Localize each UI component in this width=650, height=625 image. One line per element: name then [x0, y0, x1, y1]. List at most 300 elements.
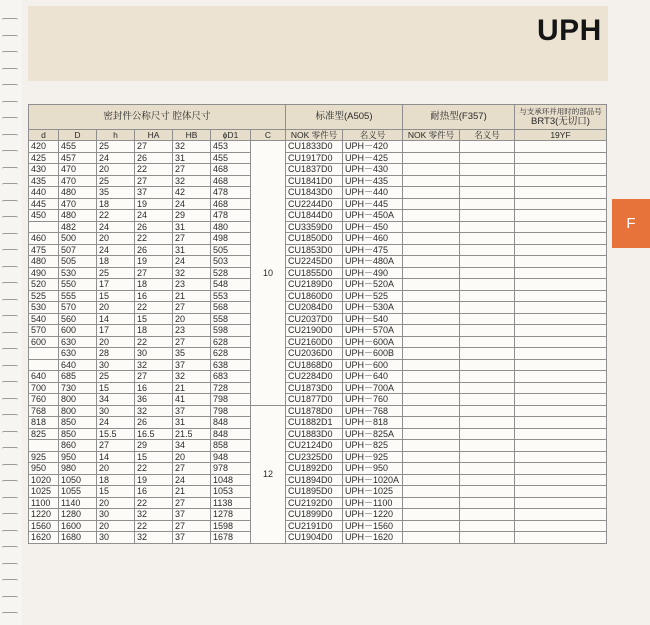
cell-nominal-heat	[460, 302, 515, 314]
cell-nominal: UPH－490	[343, 267, 403, 279]
table-row	[29, 302, 607, 314]
cell-nominal: UPH－950	[343, 463, 403, 475]
table-row	[29, 244, 607, 256]
cell-phiD1: 478	[211, 210, 251, 222]
cell-nominal: UPH－520A	[343, 279, 403, 291]
table-row	[29, 290, 607, 302]
cell-HB: 23	[173, 279, 211, 291]
cell-nominal-heat	[460, 359, 515, 371]
cell-nok-part: CU1895D0	[286, 486, 343, 498]
cell-nok-heat	[403, 451, 460, 463]
binder-ring	[2, 381, 18, 385]
binder-ring	[2, 546, 18, 550]
cell-brt	[515, 198, 607, 210]
cell-nominal-heat	[460, 532, 515, 544]
cell-phiD1: 498	[211, 233, 251, 245]
cell-nok-heat	[403, 359, 460, 371]
cell-brt	[515, 187, 607, 199]
cell-nok-heat	[403, 348, 460, 360]
cell-D: 685	[59, 371, 97, 383]
cell-HA: 22	[135, 336, 173, 348]
cell-HB: 27	[173, 463, 211, 475]
cell-HB: 24	[173, 474, 211, 486]
cell-HB: 31	[173, 244, 211, 256]
cell-d: 430	[29, 164, 59, 176]
cell-nok-heat	[403, 509, 460, 521]
binder-ring	[2, 101, 18, 105]
table-row	[29, 417, 607, 429]
cell-HA: 16	[135, 290, 173, 302]
cell-nok-heat	[403, 428, 460, 440]
cell-nok-heat	[403, 325, 460, 337]
cell-nok-part: CU2325D0	[286, 451, 343, 463]
binder-ring	[2, 398, 18, 402]
binder-ring	[2, 464, 18, 468]
cell-D: 730	[59, 382, 97, 394]
binder-ring	[2, 216, 18, 220]
cell-nok-part: CU2189D0	[286, 279, 343, 291]
cell-nok-heat	[403, 520, 460, 532]
cell-d: 420	[29, 141, 59, 153]
cell-nok-heat	[403, 302, 460, 314]
cell-nok-heat	[403, 313, 460, 325]
cell-d: 520	[29, 279, 59, 291]
binder-ring	[2, 315, 18, 319]
cell-nok-part: CU1899D0	[286, 509, 343, 521]
cell-HB: 31	[173, 417, 211, 429]
cell-brt	[515, 325, 607, 337]
cell-nok-part: CU1894D0	[286, 474, 343, 486]
cell-nok-heat	[403, 152, 460, 164]
cell-D: 850	[59, 417, 97, 429]
cell-phiD1: 558	[211, 313, 251, 325]
cell-brt	[515, 417, 607, 429]
cell-D: 480	[59, 210, 97, 222]
cell-D: 570	[59, 302, 97, 314]
cell-HB: 32	[173, 371, 211, 383]
table-row	[29, 152, 607, 164]
cell-nok-part: CU3359D0	[286, 221, 343, 233]
cell-h: 25	[97, 267, 135, 279]
cell-nominal: UPH－760	[343, 394, 403, 406]
cell-nominal-heat	[460, 210, 515, 222]
table-row	[29, 497, 607, 509]
cell-HA: 15	[135, 451, 173, 463]
cell-nok-part: CU1833D0	[286, 141, 343, 153]
cell-d: 1220	[29, 509, 59, 521]
cell-brt	[515, 371, 607, 383]
cell-nominal-heat	[460, 486, 515, 498]
cell-brt	[515, 210, 607, 222]
binder-ring	[2, 35, 18, 39]
cell-HB: 27	[173, 233, 211, 245]
col-header-D: D	[59, 130, 97, 141]
cell-d: 700	[29, 382, 59, 394]
cell-brt	[515, 394, 607, 406]
cell-HB: 42	[173, 187, 211, 199]
cell-d: 825	[29, 428, 59, 440]
cell-d: 818	[29, 417, 59, 429]
cell-HB: 37	[173, 359, 211, 371]
cell-nok-heat	[403, 463, 460, 475]
cell-h: 27	[97, 440, 135, 452]
table-row	[29, 359, 607, 371]
cell-h: 20	[97, 497, 135, 509]
cell-HA: 22	[135, 233, 173, 245]
cell-phiD1: 528	[211, 267, 251, 279]
group-header-brt	[515, 105, 607, 130]
cell-HB: 27	[173, 520, 211, 532]
cell-brt	[515, 175, 607, 187]
cell-phiD1: 1138	[211, 497, 251, 509]
table-row	[29, 325, 607, 337]
cell-phiD1: 468	[211, 198, 251, 210]
cell-h: 24	[97, 221, 135, 233]
cell-D: 500	[59, 233, 97, 245]
cell-nominal-heat	[460, 267, 515, 279]
cell-nominal: UPH－420	[343, 141, 403, 153]
binder-ring	[2, 497, 18, 501]
table-row	[29, 313, 607, 325]
cell-phiD1: 553	[211, 290, 251, 302]
col-header-d: d	[29, 130, 59, 141]
binder-ring	[2, 365, 18, 369]
cell-nominal: UPH－1560	[343, 520, 403, 532]
cell-nok-part: CU1892D0	[286, 463, 343, 475]
cell-nominal-heat	[460, 233, 515, 245]
cell-d: 475	[29, 244, 59, 256]
cell-nominal-heat	[460, 164, 515, 176]
cell-nok-part: CU1878D0	[286, 405, 343, 417]
cell-HB: 24	[173, 256, 211, 268]
col-header-C: C	[251, 130, 286, 141]
cell-d	[29, 440, 59, 452]
cell-nominal-heat	[460, 417, 515, 429]
binder-ring	[2, 249, 18, 253]
cell-brt	[515, 313, 607, 325]
cell-HA: 37	[135, 187, 173, 199]
cell-nominal: UPH－480A	[343, 256, 403, 268]
cell-HA: 27	[135, 371, 173, 383]
cell-nominal: UPH－1025	[343, 486, 403, 498]
table-row	[29, 382, 607, 394]
cell-nok-part: CU1883D0	[286, 428, 343, 440]
binder-ring	[2, 233, 18, 237]
cell-nok-part: CU2036D0	[286, 348, 343, 360]
cell-nominal-heat	[460, 440, 515, 452]
header-band	[28, 6, 608, 81]
cell-HB: 37	[173, 405, 211, 417]
brt-header-line1: 与支承环并用时的部品号	[519, 107, 602, 116]
cell-D: 1140	[59, 497, 97, 509]
table-row	[29, 141, 607, 153]
cell-d: 425	[29, 152, 59, 164]
cell-HB: 31	[173, 221, 211, 233]
cell-nominal: UPH－540	[343, 313, 403, 325]
cell-h: 24	[97, 417, 135, 429]
col-header-HB: HB	[173, 130, 211, 141]
cell-brt	[515, 279, 607, 291]
binder-ring	[2, 332, 18, 336]
cell-HA: 26	[135, 244, 173, 256]
cell-d: 440	[29, 187, 59, 199]
cell-nominal-heat	[460, 336, 515, 348]
cell-D: 470	[59, 175, 97, 187]
cell-h: 15	[97, 486, 135, 498]
cell-nominal-heat	[460, 428, 515, 440]
table-header-group-row	[29, 105, 607, 130]
brt-header-line2: BRT3(无切口)	[531, 116, 590, 127]
cell-D: 630	[59, 348, 97, 360]
cell-C: 12	[251, 405, 286, 543]
cell-phiD1: 638	[211, 359, 251, 371]
cell-brt	[515, 244, 607, 256]
cell-HA: 30	[135, 348, 173, 360]
cell-d: 1560	[29, 520, 59, 532]
cell-HB: 34	[173, 440, 211, 452]
cell-phiD1: 858	[211, 440, 251, 452]
cell-brt	[515, 152, 607, 164]
col-header-HA: HA	[135, 130, 173, 141]
binder-ring	[2, 84, 18, 88]
section-tab[interactable]: F	[612, 199, 650, 248]
cell-h: 30	[97, 532, 135, 544]
cell-HB: 20	[173, 451, 211, 463]
cell-d: 450	[29, 210, 59, 222]
cell-d: 950	[29, 463, 59, 475]
table-row	[29, 509, 607, 521]
cell-nominal-heat	[460, 141, 515, 153]
cell-nok-heat	[403, 267, 460, 279]
table-row	[29, 405, 607, 417]
cell-brt	[515, 509, 607, 521]
cell-h: 20	[97, 302, 135, 314]
cell-h: 17	[97, 279, 135, 291]
cell-h: 30	[97, 359, 135, 371]
cell-HA: 26	[135, 152, 173, 164]
cell-phiD1: 798	[211, 394, 251, 406]
binder-ring	[2, 134, 18, 138]
cell-HA: 32	[135, 359, 173, 371]
cell-nominal-heat	[460, 394, 515, 406]
cell-brt	[515, 256, 607, 268]
cell-nominal-heat	[460, 348, 515, 360]
cell-d	[29, 359, 59, 371]
cell-brt	[515, 486, 607, 498]
table-row	[29, 256, 607, 268]
cell-nominal: UPH－445	[343, 198, 403, 210]
cell-brt	[515, 520, 607, 532]
cell-nok-heat	[403, 290, 460, 302]
cell-brt	[515, 463, 607, 475]
cell-brt	[515, 451, 607, 463]
table-row	[29, 210, 607, 222]
cell-nok-part: CU2191D0	[286, 520, 343, 532]
cell-phiD1: 455	[211, 152, 251, 164]
cell-nominal-heat	[460, 198, 515, 210]
cell-h: 18	[97, 198, 135, 210]
cell-nok-part: CU2244D0	[286, 198, 343, 210]
cell-nominal: UPH－600	[343, 359, 403, 371]
cell-HB: 32	[173, 267, 211, 279]
cell-HA: 27	[135, 175, 173, 187]
cell-HB: 29	[173, 210, 211, 222]
cell-nominal-heat	[460, 325, 515, 337]
cell-h: 15	[97, 290, 135, 302]
cell-brt	[515, 428, 607, 440]
cell-HA: 26	[135, 417, 173, 429]
cell-D: 457	[59, 152, 97, 164]
binder-ring	[2, 183, 18, 187]
cell-nominal: UPH－825	[343, 440, 403, 452]
cell-nok-part: CU1860D0	[286, 290, 343, 302]
cell-nominal: UPH－1100	[343, 497, 403, 509]
cell-nok-heat	[403, 244, 460, 256]
cell-HA: 19	[135, 198, 173, 210]
cell-nok-heat	[403, 256, 460, 268]
cell-HB: 35	[173, 348, 211, 360]
cell-brt	[515, 382, 607, 394]
cell-nok-part: CU2245D0	[286, 256, 343, 268]
cell-nok-heat	[403, 210, 460, 222]
cell-d	[29, 221, 59, 233]
cell-nok-heat	[403, 164, 460, 176]
cell-HB: 21	[173, 290, 211, 302]
cell-D: 1280	[59, 509, 97, 521]
col-header-nok-std: NOK 零件号	[286, 130, 343, 141]
cell-phiD1: 505	[211, 244, 251, 256]
cell-nok-part: CU2124D0	[286, 440, 343, 452]
cell-nok-part: CU1850D0	[286, 233, 343, 245]
binder-ring	[2, 348, 18, 352]
cell-HA: 32	[135, 532, 173, 544]
cell-nok-part: CU1882D1	[286, 417, 343, 429]
cell-d: 460	[29, 233, 59, 245]
cell-nok-heat	[403, 336, 460, 348]
binder-ring	[2, 563, 18, 567]
cell-D: 1600	[59, 520, 97, 532]
cell-D: 470	[59, 198, 97, 210]
binder-ring	[2, 282, 18, 286]
cell-phiD1: 1678	[211, 532, 251, 544]
cell-nominal-heat	[460, 520, 515, 532]
cell-d: 1100	[29, 497, 59, 509]
cell-d: 600	[29, 336, 59, 348]
cell-nok-heat	[403, 417, 460, 429]
cell-h: 24	[97, 152, 135, 164]
cell-nok-heat	[403, 382, 460, 394]
cell-h: 25	[97, 141, 135, 153]
cell-nominal-heat	[460, 279, 515, 291]
cell-phiD1: 480	[211, 221, 251, 233]
cell-nok-heat	[403, 440, 460, 452]
cell-nok-part: CU1841D0	[286, 175, 343, 187]
cell-nominal: UPH－1220	[343, 509, 403, 521]
cell-nominal-heat	[460, 221, 515, 233]
cell-HB: 27	[173, 164, 211, 176]
cell-D: 600	[59, 325, 97, 337]
cell-phiD1: 478	[211, 187, 251, 199]
cell-HA: 26	[135, 221, 173, 233]
cell-d	[29, 348, 59, 360]
table-row	[29, 187, 607, 199]
cell-D: 950	[59, 451, 97, 463]
cell-nominal: UPH－475	[343, 244, 403, 256]
binder-ring	[2, 513, 18, 517]
cell-nok-part: CU1844D0	[286, 210, 343, 222]
cell-D: 505	[59, 256, 97, 268]
cell-nominal: UPH－925	[343, 451, 403, 463]
col-header-name-std: 名义号	[343, 130, 403, 141]
cell-h: 24	[97, 244, 135, 256]
cell-HA: 27	[135, 141, 173, 153]
cell-HB: 23	[173, 325, 211, 337]
cell-HB: 20	[173, 313, 211, 325]
binder-ring	[2, 579, 18, 583]
table-row	[29, 175, 607, 187]
cell-HB: 21	[173, 382, 211, 394]
cell-brt	[515, 348, 607, 360]
cell-nok-part: CU2192D0	[286, 497, 343, 509]
cell-h: 14	[97, 451, 135, 463]
cell-brt	[515, 141, 607, 153]
cell-HB: 27	[173, 336, 211, 348]
cell-h: 18	[97, 474, 135, 486]
cell-phiD1: 548	[211, 279, 251, 291]
cell-phiD1: 503	[211, 256, 251, 268]
cell-nominal: UPH－1620	[343, 532, 403, 544]
cell-h: 25	[97, 175, 135, 187]
cell-nok-part: CU2190D0	[286, 325, 343, 337]
cell-nominal-heat	[460, 187, 515, 199]
cell-D: 482	[59, 221, 97, 233]
cell-nominal: UPH－818	[343, 417, 403, 429]
binder-ring	[2, 167, 18, 171]
cell-h: 35	[97, 187, 135, 199]
cell-nok-heat	[403, 198, 460, 210]
cell-h: 20	[97, 463, 135, 475]
cell-phiD1: 1048	[211, 474, 251, 486]
cell-phiD1: 468	[211, 164, 251, 176]
table-row	[29, 348, 607, 360]
cell-HB: 41	[173, 394, 211, 406]
cell-phiD1: 598	[211, 325, 251, 337]
table-body	[29, 141, 607, 544]
cell-nominal: UPH－460	[343, 233, 403, 245]
cell-h: 22	[97, 210, 135, 222]
cell-HB: 21	[173, 486, 211, 498]
cell-D: 800	[59, 405, 97, 417]
cell-d: 640	[29, 371, 59, 383]
binder-ring	[2, 18, 18, 22]
cell-D: 530	[59, 267, 97, 279]
binder-ring	[2, 431, 18, 435]
binder-ring	[2, 117, 18, 121]
binder-rings	[0, 0, 22, 625]
cell-nok-heat	[403, 394, 460, 406]
table-row	[29, 474, 607, 486]
cell-D: 800	[59, 394, 97, 406]
cell-phiD1: 978	[211, 463, 251, 475]
cell-phiD1: 468	[211, 175, 251, 187]
cell-HA: 24	[135, 210, 173, 222]
cell-HA: 19	[135, 474, 173, 486]
cell-nok-part: CU1855D0	[286, 267, 343, 279]
cell-HB: 27	[173, 302, 211, 314]
table-row	[29, 463, 607, 475]
cell-HB: 31	[173, 152, 211, 164]
cell-brt	[515, 233, 607, 245]
